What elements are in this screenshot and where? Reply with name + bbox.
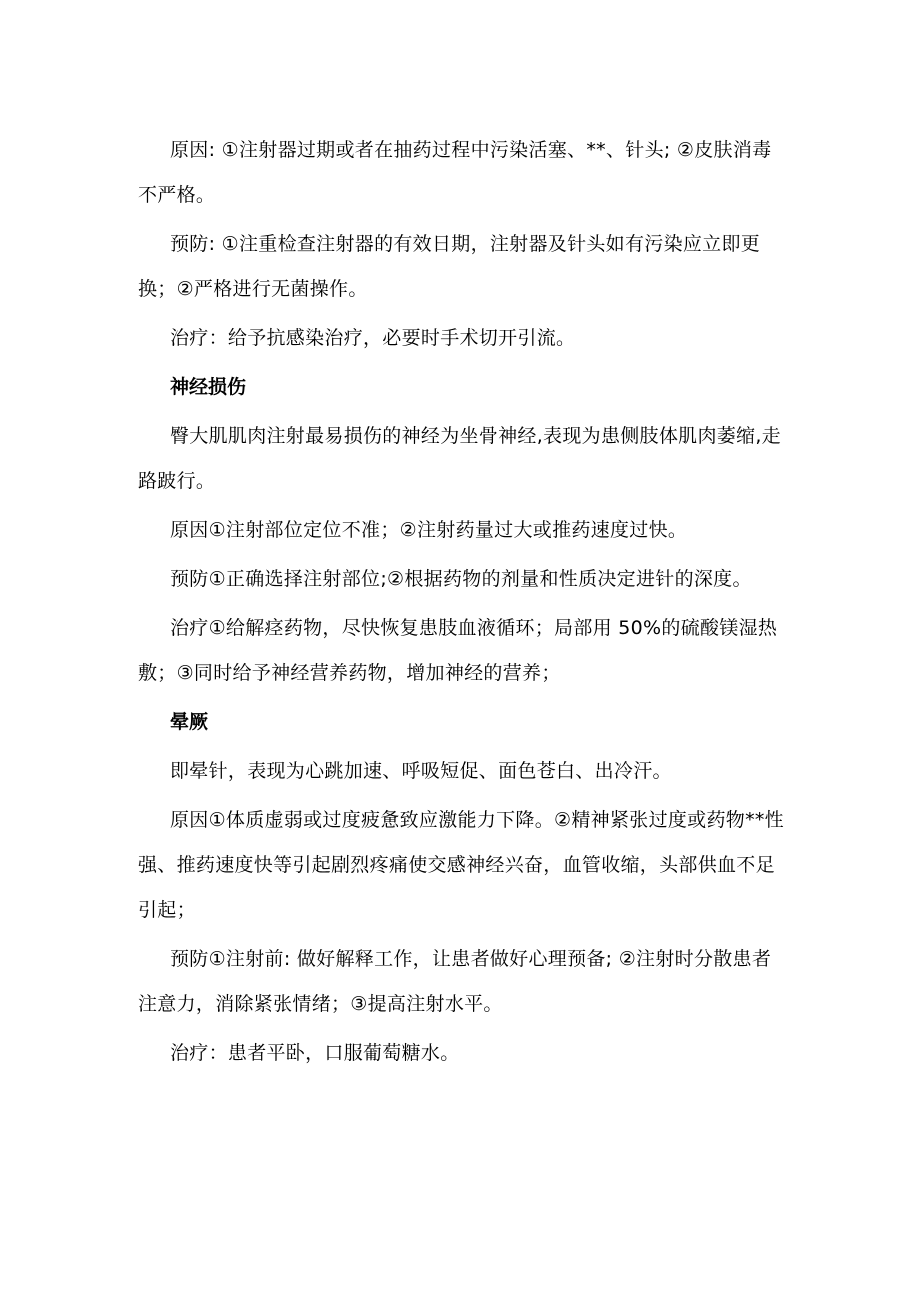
document-page <box>138 128 788 1076</box>
paragraph-syncope-description: 即晕针，表现为心跳加速、呼吸短促、面色苍白、出冷汗。 <box>170 760 672 782</box>
paragraph-prevention-syncope: 预防①注射前: 做好解释工作，让患者做好心理预备; ②注射时分散患者注意力，消除紧张情绪；③提高注射水平。 <box>138 948 772 1015</box>
paragraph-treatment-syncope: 治疗：患者平卧，口服葡萄糖水。 <box>170 1042 460 1064</box>
paragraph-treatment-nerve-injury: 治疗①给解痉药物，尽快恢复患肢血液循环；局部用 50%的硫酸镁湿热敷；③同时给予神经营养药物，增加神经的营养； <box>138 617 778 684</box>
paragraph-cause-infection: 原因: ①注射器过期或者在抽药过程中污染活塞、**、针头; ②皮肤消毒不严格。 <box>138 139 772 206</box>
paragraph-treatment-infection: 治疗：给予抗感染治疗，必要时手术切开引流。 <box>170 327 576 349</box>
paragraph-cause-nerve-injury: 原因①注射部位定位不准；②注射药量过大或推药速度过快。 <box>170 519 688 541</box>
paragraph-prevention-infection: 预防: ①注重检查注射器的有效日期，注射器及针头如有污染应立即更换；②严格进行无菌操作。 <box>138 233 761 300</box>
paragraph-cause-syncope: 原因①体质虚弱或过度疲惫致应激能力下降。②精神紧张过度或药物**性强、推药速度快等引起剧烈疼痛使交感神经兴奋，血管收缩，头部供血不足引起； <box>138 809 784 921</box>
paragraph-prevention-nerve-injury: 预防①正确选择注射部位;②根据药物的剂量和性质决定进针的深度。 <box>170 568 752 590</box>
heading-syncope: 晕厥 <box>170 711 209 733</box>
paragraph-nerve-injury-description: 臀大肌肌肉注射最易损伤的神经为坐骨神经,表现为患侧肢体肌肉萎缩,走路跛行。 <box>138 425 781 492</box>
heading-nerve-injury: 神经损伤 <box>170 376 247 398</box>
